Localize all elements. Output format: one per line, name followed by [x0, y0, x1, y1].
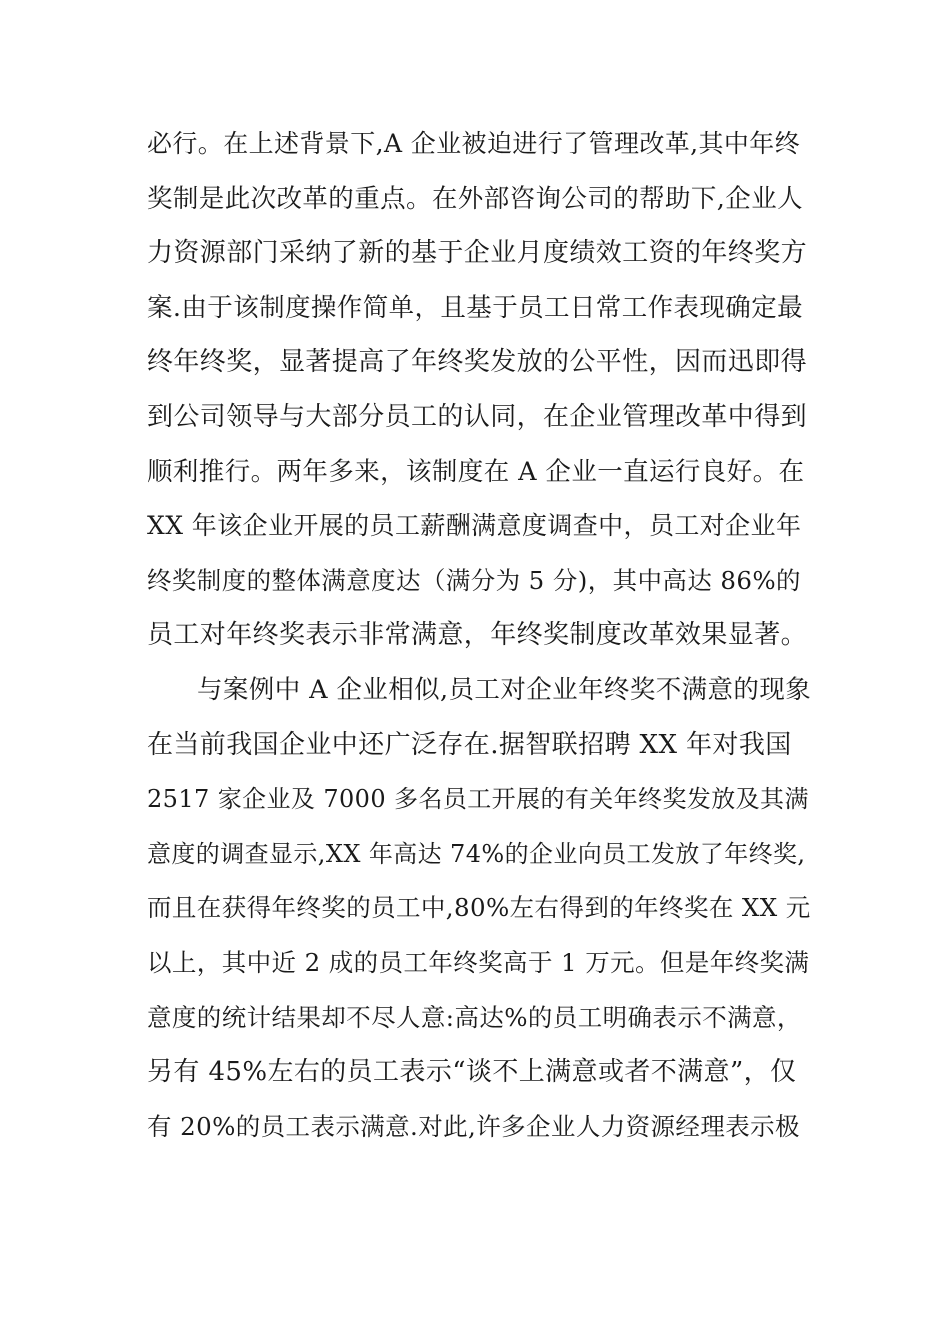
text-line-8: XX 年该企业开展的员工薪酬满意度调查中，员工对企业年 [147, 511, 802, 541]
text-line-12: 在当前我国企业中还广泛存在.据智联招聘 XX 年对我国 [147, 729, 792, 760]
text-line-16: 以上，其中近 2 成的员工年终奖高于 1 万元。但是年终奖满 [147, 947, 810, 977]
text-line-15: 而且在获得年终奖的员工中,80%左右得到的年终奖在 XX 元 [147, 893, 811, 923]
body-text [147, 129, 812, 1166]
text-line-18: 另有 45%左右的员工表示“谈不上满意或者不满意”，仅 [147, 1057, 797, 1088]
text-line-9: 终奖制度的整体满意度达（满分为 5 分)，其中高达 86%的 [147, 565, 801, 595]
text-line-6: 到公司领导与大部分员工的认同，在企业管理改革中得到 [147, 401, 808, 432]
text-line-1: 必行。在上述背景下,A 企业被迫进行了管理改革,其中年终 [147, 129, 801, 158]
text-line-13: 2517 家企业及 7000 多名员工开展的有关年终奖发放及其满 [147, 785, 809, 814]
text-line-14: 意度的调查显示,XX 年高达 74%的企业向员工发放了年终奖, [147, 839, 806, 868]
text-line-17: 意度的统计结果却不尽人意:高达%的员工明确表示不满意， [147, 1002, 802, 1032]
text-line-3: 力资源部门采纳了新的基于企业月度绩效工资的年终奖方 [147, 238, 808, 269]
text-line-10: 员工对年终奖表示非常满意，年终奖制度改革效果显著。 [147, 620, 808, 651]
text-line-19: 有 20%的员工表示满意.对此,许多企业人力资源经理表示极 [147, 1111, 800, 1141]
text-line-5: 终年终奖，显著提高了年终奖发放的公平性，因而迅即得 [147, 347, 808, 378]
text-line-4: 案.由于该制度操作简单，且基于员工日常工作表现确定最 [147, 292, 804, 323]
text-line-2: 奖制是此次改革的重点。在外部咨询公司的帮助下,企业人 [147, 183, 804, 214]
text-line-11-paragraph-start: 与案例中 A 企业相似,员工对企业年终奖不满意的现象 [197, 674, 812, 705]
text-line-7: 顺利推行。两年多来，该制度在 A 企业一直运行良好。在 [147, 456, 805, 487]
